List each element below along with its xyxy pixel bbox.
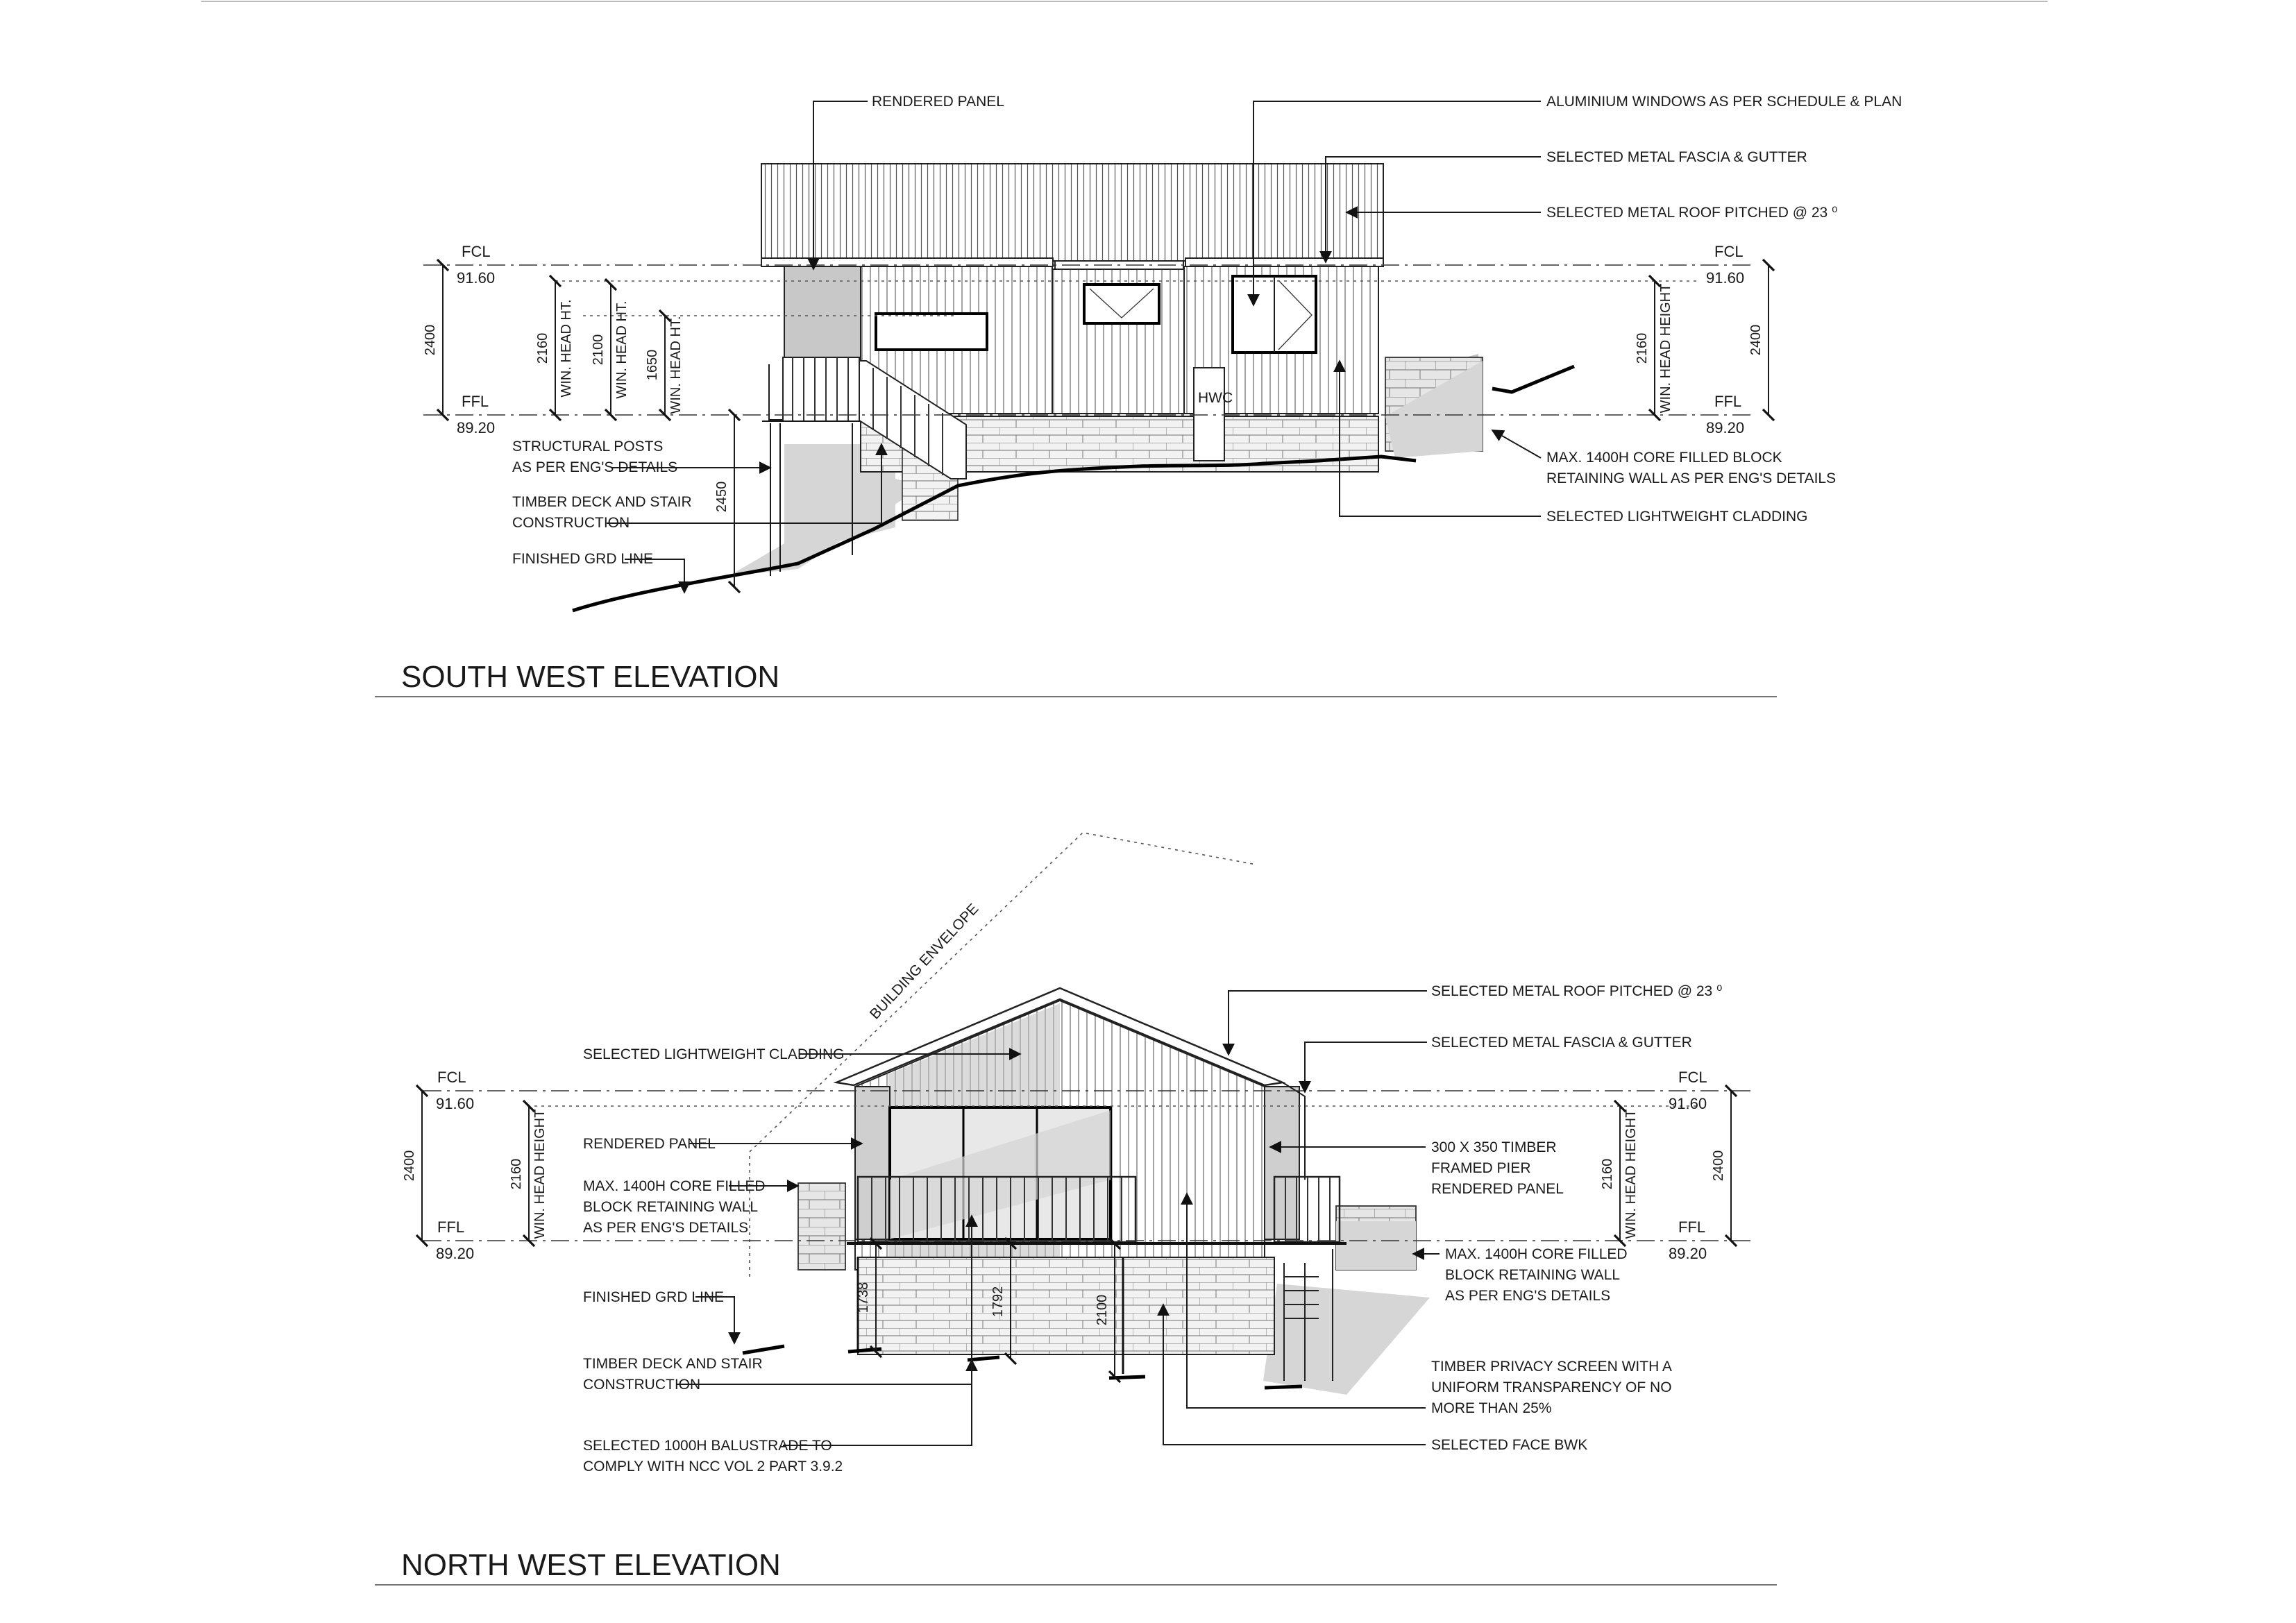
dim-right-2160: 2160	[1635, 332, 1650, 364]
dim-2100-label: WIN. HEAD HT.	[614, 300, 630, 399]
ffl-label-left: FFL	[462, 393, 489, 410]
note-deck-1: TIMBER DECK AND STAIR	[583, 1356, 763, 1372]
note-structural-posts-2: AS PER ENG'S DETAILS	[512, 459, 678, 475]
note-balustrade-1: SELECTED 1000H BALUSTRADE TO	[583, 1438, 832, 1454]
retaining-wall-left	[798, 1183, 845, 1270]
north-west-elevation-title: NORTH WEST ELEVATION	[401, 1548, 781, 1582]
note-finished-grd: FINISHED GRD LINE	[583, 1289, 725, 1305]
note-deck-2: CONSTRUCTION	[512, 515, 630, 531]
retaining-wall-shade	[1336, 1221, 1416, 1270]
note-fascia-gutter: SELECTED METAL FASCIA & GUTTER	[1431, 1035, 1692, 1051]
dim-right-2160: 2160	[1600, 1158, 1615, 1190]
note-roof: SELECTED METAL ROOF PITCHED @ 23 ⁰	[1546, 205, 1838, 221]
dim-2100: 2100	[1095, 1294, 1110, 1326]
ground-line-seg	[1265, 1386, 1302, 1388]
ground-line-seg	[1109, 1377, 1145, 1378]
note-retaining-l1: MAX. 1400H CORE FILLED	[583, 1178, 766, 1194]
fcl-value-left: 91.60	[436, 1095, 475, 1112]
face-brick-base	[858, 1257, 1274, 1354]
north-west-elevation	[375, 833, 1777, 1585]
note-deck-2: CONSTRUCTION	[583, 1377, 701, 1393]
note-retaining-1: MAX. 1400H CORE FILLED BLOCK	[1546, 450, 1782, 466]
note-rendered-panel: RENDERED PANEL	[872, 94, 1004, 110]
note-retaining-l3: AS PER ENG'S DETAILS	[583, 1220, 749, 1236]
note-finished-grd: FINISHED GRD LINE	[512, 551, 654, 567]
note-fascia-gutter: SELECTED METAL FASCIA & GUTTER	[1546, 149, 1807, 165]
fcl-value-right: 91.60	[1669, 1095, 1707, 1112]
fcl-label-right: FCL	[1678, 1069, 1707, 1086]
note-face-bwk: SELECTED FACE BWK	[1431, 1437, 1588, 1453]
south-west-elevation-title: SOUTH WEST ELEVATION	[401, 660, 780, 694]
ffl-value-left: 89.20	[457, 419, 496, 436]
finished-ground-line	[573, 457, 1416, 611]
south-west-elevation	[375, 94, 1902, 697]
dim-1650: 1650	[645, 349, 660, 381]
dim-1792: 1792	[990, 1286, 1006, 1318]
dim-right-2400: 2400	[1748, 324, 1764, 356]
note-cladding: SELECTED LIGHTWEIGHT CLADDING	[583, 1046, 845, 1062]
note-privacy-1: TIMBER PRIVACY SCREEN WITH A	[1431, 1359, 1672, 1375]
note-retaining-r2: BLOCK RETAINING WALL	[1445, 1267, 1621, 1283]
metal-roof	[761, 164, 1383, 261]
note-retaining-r1: MAX. 1400H CORE FILLED	[1445, 1246, 1628, 1262]
dim-1738: 1738	[856, 1282, 871, 1314]
note-rendered-panel: RENDERED PANEL	[583, 1136, 716, 1152]
note-aluminium-windows: ALUMINIUM WINDOWS AS PER SCHEDULE & PLAN	[1546, 94, 1902, 110]
note-pier-1: 300 X 350 TIMBER	[1431, 1139, 1557, 1155]
note-pier-2: FRAMED PIER	[1431, 1160, 1531, 1176]
dim-2400: 2400	[423, 324, 438, 356]
dim-right-2160-label: WIN. HEAD HEIGHT	[1623, 1109, 1639, 1239]
leader-fascia-gutter	[1305, 1042, 1427, 1092]
note-privacy-2: UNIFORM TRANSPARENCY OF NO	[1431, 1379, 1672, 1395]
fcl-label-left: FCL	[437, 1069, 466, 1086]
dim-2160-label: WIN. HEAD HEIGHT	[532, 1109, 548, 1239]
ffl-label-right: FFL	[1678, 1218, 1706, 1236]
ffl-value-left: 89.20	[436, 1245, 475, 1262]
rendered-pier-right	[1265, 1087, 1299, 1239]
dim-2160-label: WIN. HEAD HT.	[559, 299, 574, 398]
dim-right-2400: 2400	[1711, 1150, 1726, 1182]
ffl-value-right: 89.20	[1706, 419, 1745, 436]
note-privacy-3: MORE THAN 25%	[1431, 1400, 1552, 1416]
note-retaining-l2: BLOCK RETAINING WALL	[583, 1199, 759, 1215]
dim-2450: 2450	[714, 481, 729, 513]
dim-right-2160-label: WIN. HEAD HEIGHT	[1658, 283, 1673, 414]
window	[876, 314, 987, 350]
note-retaining-2: RETAINING WALL AS PER ENG'S DETAILS	[1546, 470, 1837, 486]
ground-line-left	[743, 1346, 784, 1353]
dim-1650-label: WIN. HEAD HT.	[668, 316, 684, 414]
dim-2160: 2160	[535, 332, 550, 364]
hwc-label: HWC	[1198, 390, 1233, 406]
ffl-value-right: 89.20	[1669, 1245, 1707, 1262]
fcl-label-left: FCL	[462, 243, 491, 260]
note-pier-3: RENDERED PANEL	[1431, 1181, 1564, 1197]
fcl-value-right: 91.60	[1706, 269, 1745, 287]
deck-edge	[769, 364, 783, 420]
dim-2100: 2100	[591, 334, 606, 366]
dim-2160: 2160	[509, 1158, 524, 1190]
note-cladding: SELECTED LIGHTWEIGHT CLADDING	[1546, 509, 1808, 525]
ffl-label-right: FFL	[1714, 393, 1742, 410]
note-structural-posts-1: STRUCTURAL POSTS	[512, 439, 664, 454]
building-envelope-label: BUILDING ENVELOPE	[866, 901, 982, 1023]
ffl-label-left: FFL	[437, 1218, 465, 1236]
leader-retaining	[1492, 430, 1541, 458]
ground-shadow	[1263, 1284, 1430, 1395]
dim-2400: 2400	[402, 1150, 417, 1182]
note-balustrade-2: COMPLY WITH NCC VOL 2 PART 3.9.2	[583, 1459, 843, 1475]
fcl-label-right: FCL	[1714, 243, 1744, 260]
note-retaining-r3: AS PER ENG'S DETAILS	[1445, 1288, 1611, 1304]
hwc-unit	[1194, 368, 1224, 461]
leader-roof	[1229, 991, 1427, 1055]
upper-ground-line	[1492, 366, 1574, 392]
fcl-value-left: 91.60	[457, 269, 496, 287]
note-deck-1: TIMBER DECK AND STAIR	[512, 494, 692, 510]
note-roof: SELECTED METAL ROOF PITCHED @ 23 ⁰	[1431, 983, 1723, 999]
